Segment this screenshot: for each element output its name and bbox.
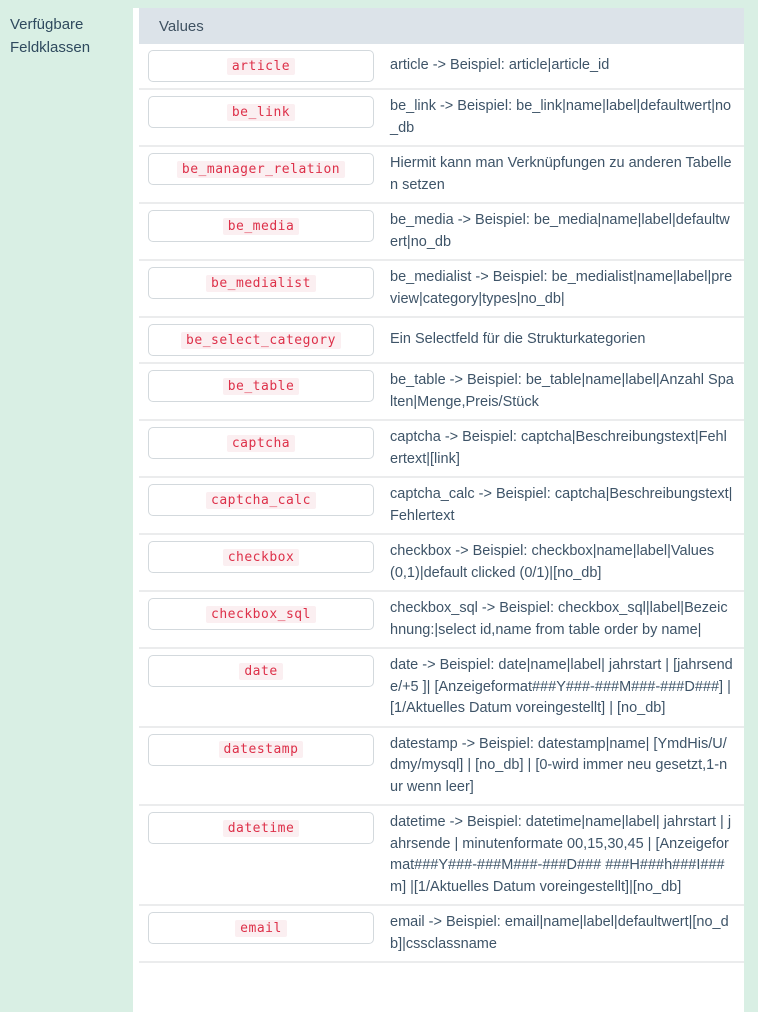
field-class-button[interactable] xyxy=(148,812,374,844)
field-class-name: be_select_category xyxy=(181,332,341,349)
field-class-button[interactable] xyxy=(148,370,374,402)
field-class-description: be_link -> Beispiel: be_link|name|label|defaultwert|no_db xyxy=(390,98,732,136)
field-class-button[interactable] xyxy=(148,541,374,573)
field-class-description: captcha_calc -> Beispiel: captcha|Beschreibungstext|Fehlertext xyxy=(390,486,733,524)
sidebar-label-verfuegbare-feldklassen: Verfügbare Feldklassen xyxy=(10,16,91,56)
field-class-name: captcha xyxy=(227,435,295,452)
field-class-row xyxy=(139,478,744,535)
field-class-description: article -> Beispiel: article|article_id xyxy=(390,57,610,74)
values-header-label: Values xyxy=(159,17,204,35)
field-class-description: checkbox -> Beispiel: checkbox|name|label|Values (0,1)|default clicked (0/1)|[no_db] xyxy=(390,543,715,581)
field-class-button[interactable] xyxy=(148,50,374,82)
field-class-row xyxy=(139,318,744,364)
values-panel xyxy=(133,8,744,1012)
field-class-description: Ein Selectfeld für die Strukturkategorien xyxy=(390,331,646,348)
values-panel-header xyxy=(139,8,744,44)
field-class-name: checkbox_sql xyxy=(206,606,316,623)
field-class-name: be_link xyxy=(227,104,295,121)
field-class-name: date xyxy=(239,663,282,680)
field-class-list xyxy=(139,44,744,963)
field-class-button[interactable] xyxy=(148,912,374,944)
field-class-description: be_medialist -> Beispiel: be_medialist|name|label|preview|category|types|no_db| xyxy=(390,269,733,307)
field-class-name: datetime xyxy=(223,820,300,837)
field-class-row xyxy=(139,728,744,807)
field-class-row xyxy=(139,421,744,478)
field-class-name: email xyxy=(235,920,287,937)
field-class-description: be_media -> Beispiel: be_media|name|label|defaultwert|no_db xyxy=(390,212,730,250)
field-class-name: datestamp xyxy=(219,741,304,758)
field-class-description: Hiermit kann man Verknüpfungen zu anderen Tabellen setzen xyxy=(390,155,732,193)
field-class-row xyxy=(139,44,744,90)
field-class-name: captcha_calc xyxy=(206,492,316,509)
field-class-description: email -> Beispiel: email|name|label|defaultwert|[no_db]|cssclassname xyxy=(390,914,729,952)
field-class-row xyxy=(139,806,744,906)
field-class-name: be_table xyxy=(223,378,300,395)
field-class-description: datestamp -> Beispiel: datestamp|name| [YmdHis/U/dmy/mysql] | [no_db] | [0-wird immer neu gesetzt,1-nur wenn leer] xyxy=(390,735,728,795)
field-class-row xyxy=(139,147,744,204)
field-class-button[interactable] xyxy=(148,153,374,185)
field-class-row xyxy=(139,592,744,649)
field-class-row xyxy=(139,90,744,147)
field-class-row xyxy=(139,204,744,261)
field-class-description: be_table -> Beispiel: be_table|name|label|Anzahl Spalten|Menge,Preis/Stück xyxy=(390,372,734,410)
field-class-name: be_manager_relation xyxy=(177,161,345,178)
field-class-row xyxy=(139,364,744,421)
field-class-button[interactable] xyxy=(148,427,374,459)
field-class-button[interactable] xyxy=(148,324,374,356)
field-class-button[interactable] xyxy=(148,655,374,687)
field-class-name: article xyxy=(227,58,295,75)
field-class-button[interactable] xyxy=(148,598,374,630)
field-class-button[interactable] xyxy=(148,267,374,299)
field-class-button[interactable] xyxy=(148,210,374,242)
field-class-row xyxy=(139,906,744,963)
field-class-name: be_media xyxy=(223,218,300,235)
field-class-description: captcha -> Beispiel: captcha|Beschreibungstext|Fehlertext|[link] xyxy=(390,429,727,467)
field-class-name: be_medialist xyxy=(206,275,316,292)
field-class-row xyxy=(139,535,744,592)
field-class-button[interactable] xyxy=(148,484,374,516)
field-class-name: checkbox xyxy=(223,549,300,566)
field-class-row xyxy=(139,261,744,318)
field-class-description: datetime -> Beispiel: datetime|name|label| jahrstart | jahrsende | minutenformate 00,15,30,45 | [Anzeigeformat###Y###-###M###-###D### ###H###h###I###m] |[1/Aktuelles Datum voreingestellt]|[no_db] xyxy=(390,814,732,895)
field-class-button[interactable] xyxy=(148,96,374,128)
field-class-button[interactable] xyxy=(148,734,374,766)
field-class-row xyxy=(139,649,744,728)
field-class-description: date -> Beispiel: date|name|label| jahrstart | [jahrsende/+5 ]| [Anzeigeformat###Y###-###M###-###D###] | [1/Aktuelles Datum voreingestellt] | [no_db] xyxy=(390,657,733,716)
field-class-description: checkbox_sql -> Beispiel: checkbox_sql|label|Bezeichnung:|select id,name from table order by name| xyxy=(390,600,728,638)
